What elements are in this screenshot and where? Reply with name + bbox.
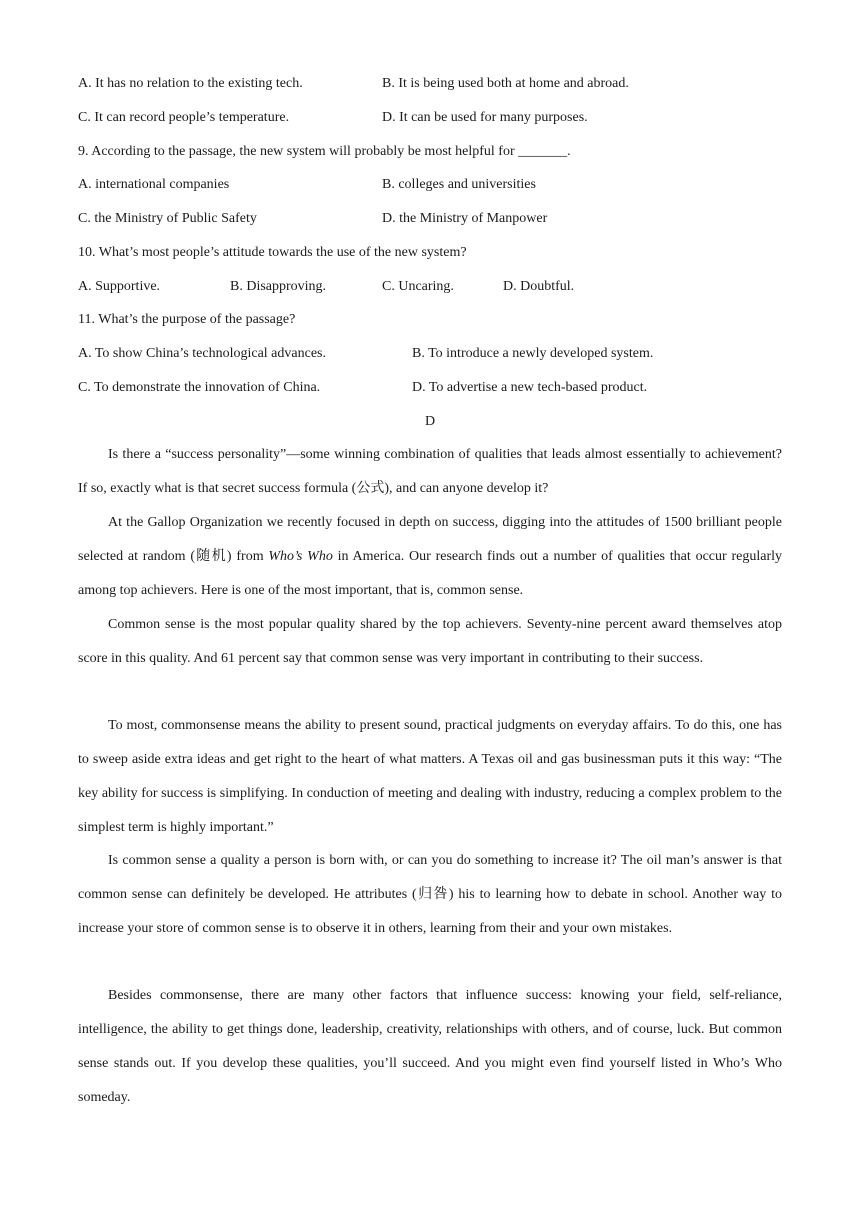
q11-option-a: A. To show China’s technological advances.: [78, 346, 326, 361]
paragraph-2-text-a: At the Gallop Organization we recently focused in depth on success, digging into the attitudes of 1500 brilliant people selected at random (随机) from: [78, 515, 782, 564]
q11-option-c: C. To demonstrate the innovation of China.: [78, 380, 321, 395]
q10-option-a: A. Supportive.: [78, 279, 161, 294]
q10-option-d: D. Doubtful.: [503, 279, 575, 294]
q8-option-c: C. It can record people’s temperature.: [78, 110, 290, 125]
q11-option-d: D. To advertise a new tech-based product.: [412, 380, 648, 395]
q11-question: 11. What’s the purpose of the passage?: [78, 312, 296, 327]
q9-option-b: B. colleges and universities: [382, 177, 536, 192]
q9-option-a: A. international companies: [78, 177, 230, 192]
q8-option-b: B. It is being used both at home and abroad.: [382, 76, 629, 91]
q9-option-c: C. the Ministry of Public Safety: [78, 211, 257, 226]
passage-paragraph-6: Besides commonsense, there are many other factors that influence success: knowing your field, self-reliance, intelligence, the ability to get things done, leadership, creativity, relationships with others, and of course, luck. But common sense stands out. If you develop these qualities, you’ll succeed. And you might even find yourself listed in Who’s Who someday.: [78, 988, 782, 1105]
q8-option-d: D. It can be used for many purposes.: [382, 110, 588, 125]
q11-option-b: B. To introduce a newly developed system.: [412, 346, 654, 361]
passage-paragraph-3: Common sense is the most popular quality shared by the top achievers. Seventy-nine percent award themselves atop score in this quality. And 61 percent say that common sense was very important in contributing to their success.: [78, 617, 782, 666]
whos-who-title: Who’s Who: [268, 548, 333, 564]
paragraph-2-text-b: in America. Our research finds out a number of qualities that occur regularly among top achievers. Here is one of the most important, that is, common sense.: [78, 548, 782, 598]
passage-paragraph-4: To most, commonsense means the ability to present sound, practical judgments on everyday affairs. To do this, one has to sweep aside extra ideas and get right to the heart of what matters. A Texas oil and gas businessman puts it this way: “The key ability for success is simplifying. In conduction of meeting and dealing with industry, reducing a complex problem to the simplest term is highly important.”: [78, 718, 782, 835]
q10-option-c: C. Uncaring.: [382, 279, 454, 294]
q10-question: 10. What’s most people’s attitude towards the use of the new system?: [78, 245, 467, 260]
q9-question: 9. According to the passage, the new system will probably be most helpful for _______.: [78, 144, 571, 159]
q9-option-d: D. the Ministry of Manpower: [382, 211, 548, 226]
passage-paragraph-5: Is common sense a quality a person is born with, or can you do something to increase it? The oil man’s answer is that common sense can definitely be developed. He attributes (归咎) his to learning how to debate in school. Another way to increase your store of common sense is to observe it in others, learning from their and your own mistakes.: [78, 853, 782, 936]
q10-option-b: B. Disapproving.: [230, 279, 327, 294]
passage-paragraph-1: Is there a “success personality”—some winning combination of qualities that leads almost essentially to achievement? If so, exactly what is that secret success formula (公式), and can anyone develop it?: [78, 447, 782, 496]
passage-paragraph-2: [78, 506, 782, 608]
section-d-heading: D: [424, 414, 436, 429]
q8-option-a: A. It has no relation to the existing tech.: [78, 76, 303, 91]
